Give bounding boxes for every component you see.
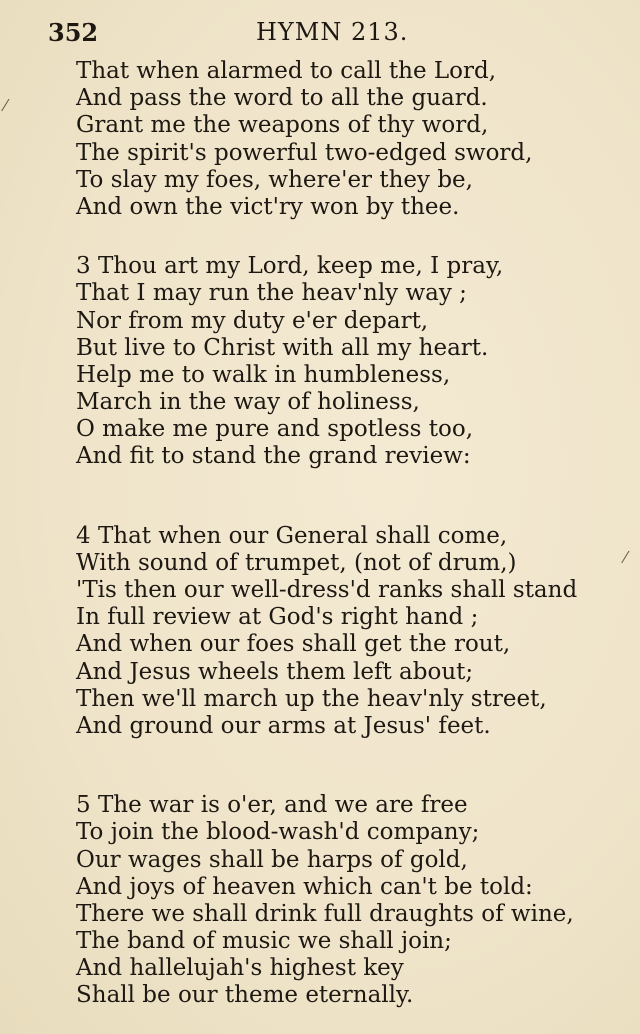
verse-line: And fit to stand the grand review: (76, 443, 471, 470)
verse-line: And own the vict'ry won by thee. (76, 193, 460, 220)
verse-line: To join the blood-wash'd company; (76, 819, 480, 846)
verse-line: And Jesus wheels them left about; (76, 658, 474, 685)
hymn-text (76, 58, 636, 1010)
verse-line: That when alarmed to call the Lord, (76, 58, 497, 84)
verse-line: And ground our arms at Jesus' feet. (76, 712, 491, 739)
verse-line: Our wages shall be harps of gold, (76, 846, 468, 873)
verse-line: And hallelujah's highest key (76, 955, 404, 982)
verse-line: Help me to walk in humbleness, (76, 361, 451, 388)
verse-line: That I may run the heav'nly way ; (76, 280, 467, 307)
stanza-5 (76, 792, 636, 1010)
verse-line: And pass the word to all the guard. (76, 85, 488, 112)
margin-mark-icon: ⁄ (624, 548, 627, 567)
verse-line: 5 The war is o'er, and we are free (76, 792, 468, 819)
verse-line: The band of music we shall join; (76, 928, 452, 955)
verse-line: 'Tis then our well-dress'd ranks shall stand (76, 577, 578, 603)
verse-line: And joys of heaven which can't be told: (76, 873, 533, 900)
verse-line: March in the way of holiness, (76, 389, 420, 416)
verse-line: O make me pure and spotless too, (76, 416, 474, 443)
verse-line: Then we'll march up the heav'nly street, (76, 685, 547, 712)
verse-line: There we shall drink full draughts of wine, (76, 900, 574, 927)
verse-line: But live to Christ with all my heart. (76, 334, 489, 361)
stanza-3 (76, 253, 636, 471)
page-number: 352 (48, 18, 99, 47)
verse-line: 3 Thou art my Lord, keep me, I pray, (76, 253, 504, 280)
verse-line: 4 That when our General shall come, (76, 522, 508, 549)
verse-line: Nor from my duty e'er depart, (76, 307, 429, 334)
verse-line: Shall be our theme eternally. (76, 982, 414, 1009)
margin-mark-icon: ⁄ (4, 96, 7, 115)
verse-line: With sound of trumpet, (not of drum,) (76, 549, 517, 576)
verse-line: Grant me the weapons of thy word, (76, 112, 489, 139)
verse-line: The spirit's powerful two-edged sword, (76, 139, 533, 166)
verse-line: And when our foes shall get the rout, (76, 631, 511, 658)
running-title: HYMN 213. (256, 18, 409, 46)
stanza-continued (76, 58, 636, 221)
verse-line: To slay my foes, where'er they be, (76, 166, 473, 193)
stanza-4 (76, 523, 636, 741)
verse-line: In full review at God's right hand ; (76, 604, 479, 631)
page-header (0, 18, 640, 52)
